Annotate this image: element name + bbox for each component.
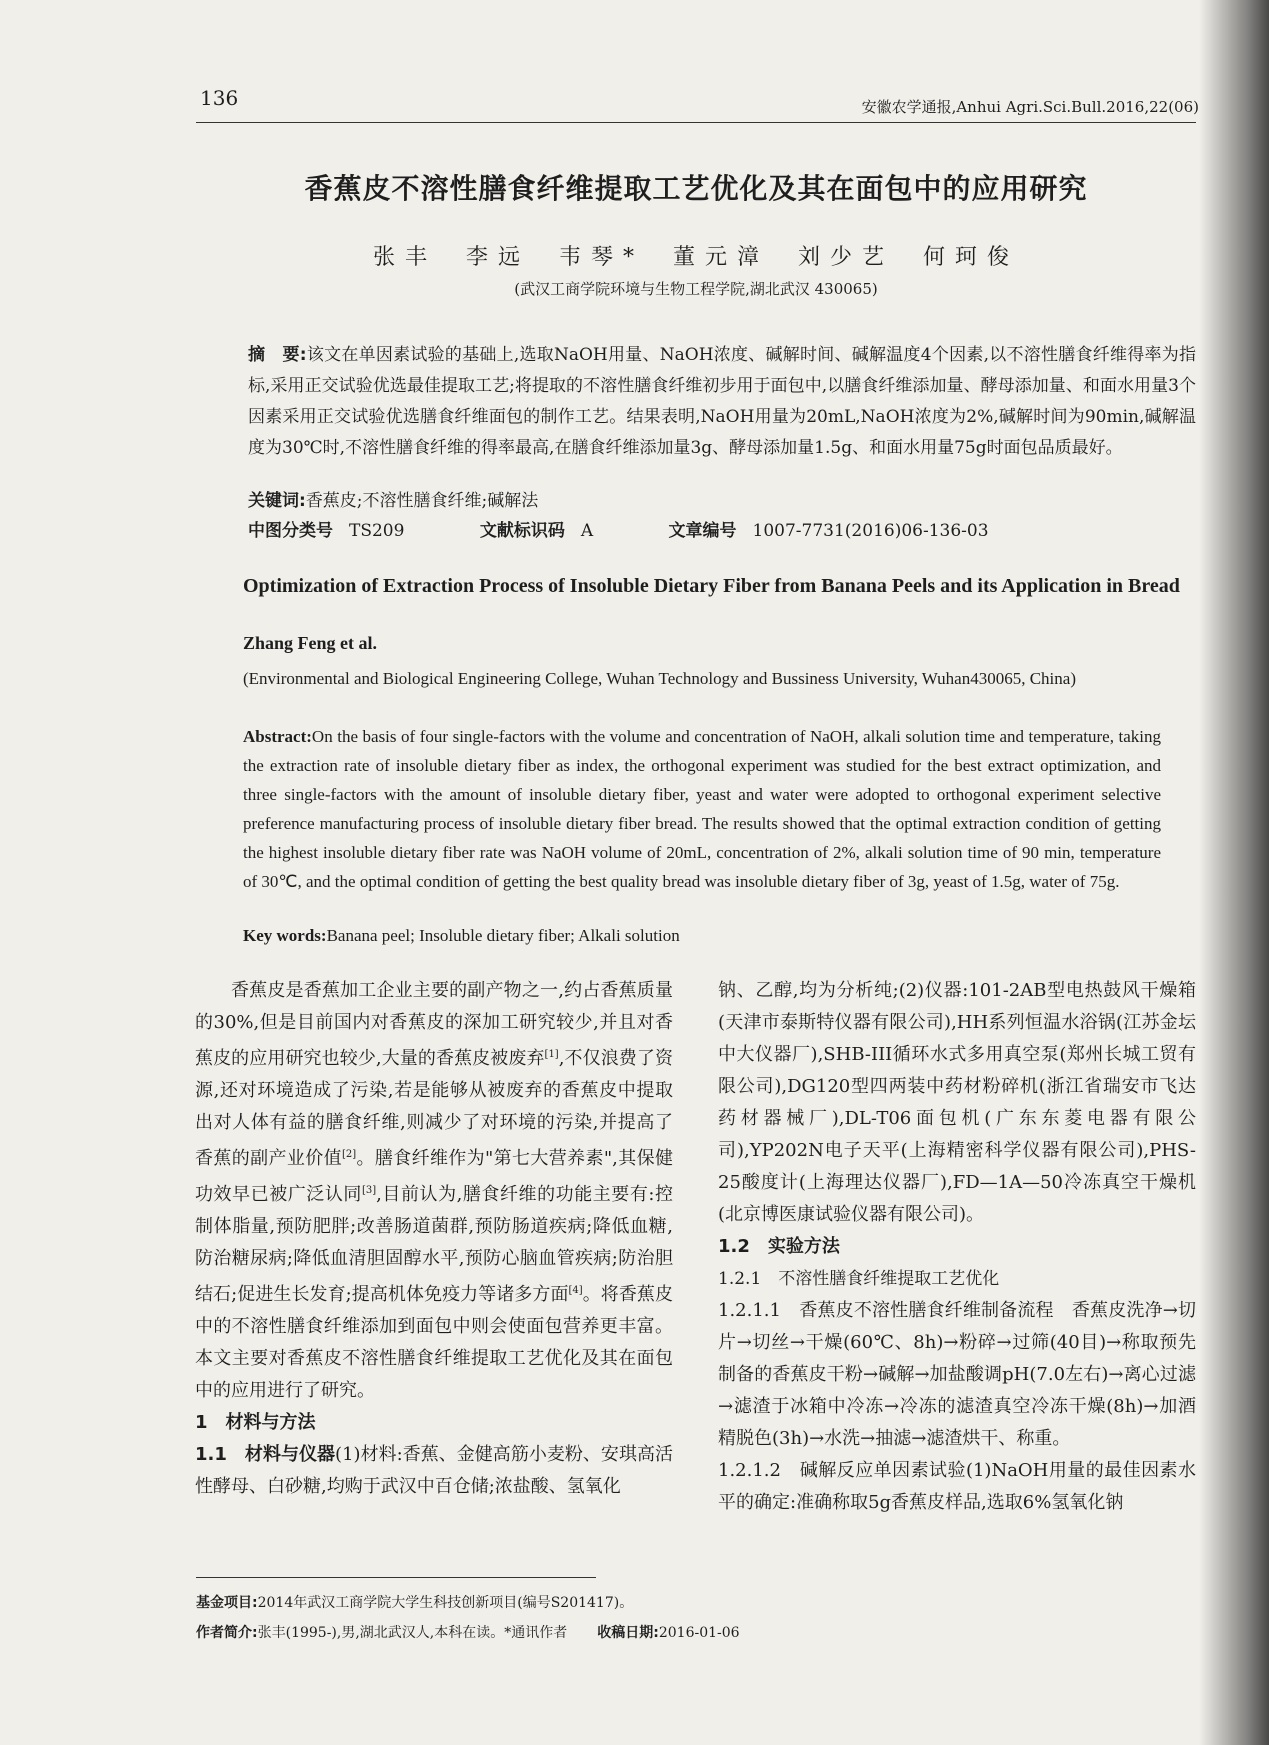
intro-text-5: 。将香蕉皮中的不溶性膳食纤维添加到面包中则会使面包营养更丰富。本文主要对香蕉皮不溶性膳食纤维提取工艺优化及其在面包中的应用进行了研究。 xyxy=(195,1284,673,1401)
doc-code-value: A xyxy=(580,521,594,541)
abstract-cn-label: 摘 要: xyxy=(248,345,307,365)
subsection-1-1 xyxy=(195,1439,673,1503)
title-english: Optimization of Extraction Process of Insoluble Dietary Fiber from Banana Peels and its Application in Bread xyxy=(243,575,1180,597)
keywords-en-label: Key words: xyxy=(243,926,327,945)
keywords-cn-text: 香蕉皮;不溶性膳食纤维;碱解法 xyxy=(305,491,539,511)
clc-label: 中图分类号 xyxy=(248,521,333,541)
doc-code-label: 文献标识码 xyxy=(479,521,565,541)
page-number: 136 xyxy=(200,86,239,110)
citation-1: [1] xyxy=(544,1049,559,1060)
article-no-value: 1007-7731(2016)06-136-03 xyxy=(752,521,989,541)
subsection-1-2: 1.2 实验方法 xyxy=(718,1236,840,1257)
fund-note xyxy=(196,1588,740,1618)
citation-3: [3] xyxy=(361,1185,377,1196)
abstract-english xyxy=(243,722,1161,896)
abstract-en-text: On the basis of four single-factors with the volume and concentration of NaOH, alkali solution time and temperature, taking the extraction rate of insoluble dietary fiber as index, the orthogonal experiment was studied for the best extract optimization, and three single-factors with the amount of insoluble dietary fiber, yeast and water were adopted to orthogonal experiment selective preference manufacturing process of insoluble dietary fiber bread. The results showed that the optimal extraction condition of getting the highest insoluble dietary fiber rate was NaOH volume of 20mL, concentration of 2%, alkali solution time of 90 min, temperature of 30℃, and the optimal condition of getting the best quality bread was insoluble dietary fiber of 3g, yeast of 1.5g, water of 75g. xyxy=(243,727,1161,891)
subsection-1-1-text: (1)材料:香蕉、金健高筋小麦粉、安琪高活性酵母、白砂糖,均购于武汉中百仓储;浓盐酸、氢氧化 xyxy=(195,1444,674,1497)
citation-2: [2] xyxy=(341,1149,357,1160)
author-note-label: 作者简介: xyxy=(196,1625,258,1641)
intro-paragraph xyxy=(195,975,673,1407)
subsection-1-1-label: 1.1 材料与仪器 xyxy=(195,1444,336,1465)
intro-text-2: ,不仅浪费了资源,还对环境造成了污染,若是能够从被废弃的香蕉皮中提取出对人体有益的膳食纤维,则减少了对环境的污染,并提高了香蕉的副产业价值 xyxy=(195,1048,673,1169)
fund-label: 基金项目: xyxy=(196,1595,258,1611)
title-chinese: 香蕉皮不溶性膳食纤维提取工艺优化及其在面包中的应用研究 xyxy=(304,172,1088,205)
header-rule xyxy=(196,122,1196,123)
fund-text: 2014年武汉工商学院大学生科技创新项目(编号S201417)。 xyxy=(257,1595,634,1611)
citation-4: [4] xyxy=(568,1285,583,1296)
intro-text-4: ,目前认为,膳食纤维的功能主要有:控制体脂量,预防肥胖;改善肠道菌群,预防肠道疾病;降低血糖,防治糖尿病;降低血清胆固醇水平,预防心脑血管疾病;防治胆结石;促进生长发育;提高机体免疫力等诸多方面 xyxy=(195,1184,674,1305)
journal-header: 安徽农学通报,Anhui Agri.Sci.Bull.2016,22(06) xyxy=(861,98,1199,116)
footnotes xyxy=(196,1588,740,1648)
body-column-right xyxy=(718,975,1196,1519)
keywords-en-text: Banana peel; Insoluble dietary fiber; Alkali solution xyxy=(326,926,680,945)
affiliation-english: (Environmental and Biological Engineering College, Wuhan Technology and Bussiness University, Wuhan430065, China) xyxy=(243,669,1076,688)
article-no-label: 文章编号 xyxy=(668,521,737,541)
classification-line xyxy=(248,516,1005,541)
materials-continued: 钠、乙醇,均为分析纯;(2)仪器:101-2AB型电热鼓风干燥箱(天津市泰斯特仪器有限公司),HH系列恒温水浴锅(江苏金坛中大仪器厂),SHB-III循环水式多用真空泵(郑州长城工贸有限公司),DG120型四两装中药材粉碎机(浙江省瑞安市飞达药材器械厂),DL-T06面包机(广东东菱电器有限公司),YP202N电子天平(上海精密科学仪器有限公司),PHS-25酸度计(上海理达仪器厂),FD—1A—50冷冻真空干燥机(北京博医康试验仪器有限公司)。 xyxy=(718,980,1196,1225)
received-date: 2016-01-06 xyxy=(658,1625,740,1641)
author-note xyxy=(196,1618,740,1648)
section-heading-1: 1 材料与方法 xyxy=(195,1412,316,1433)
keywords-chinese xyxy=(248,486,538,511)
affiliation-chinese: (武汉工商学院环境与生物工程学院,湖北武汉 430065) xyxy=(514,280,878,298)
scan-shadow xyxy=(1199,0,1269,1745)
received-label: 收稿日期: xyxy=(597,1625,659,1641)
author-english: Zhang Feng et al. xyxy=(243,633,378,653)
body-column-left xyxy=(195,975,673,1503)
paragraph-1-2-1-1: 1.2.1.1 香蕉皮不溶性膳食纤维制备流程 香蕉皮洗净→切片→切丝→干燥(60℃、8h)→粉碎→过筛(40目)→称取预先制备的香蕉皮干粉→碱解→加盐酸调pH(7.0左右)→离心过滤→滤渣于冰箱中冷冻→冷冻的滤渣真空冷冻干燥(8h)→加酒精脱色(3h)→水洗→抽滤→滤渣烘干、称重。 xyxy=(718,1300,1196,1449)
footnote-rule xyxy=(196,1577,596,1578)
abstract-chinese xyxy=(248,340,1196,464)
paragraph-1-2-1-2: 1.2.1.2 碱解反应单因素试验(1)NaOH用量的最佳因素水平的确定:准确称取5g香蕉皮样品,选取6%氢氧化钠 xyxy=(718,1460,1196,1513)
intro-text-1: 香蕉皮是香蕉加工企业主要的副产物之一,约占香蕉质量的30%,但是目前国内对香蕉皮的深加工研究较少,并且对香蕉皮的应用研究也较少,大量的香蕉皮被废弃 xyxy=(195,980,673,1069)
subsection-1-2-1: 1.2.1 不溶性膳食纤维提取工艺优化 xyxy=(718,1269,1000,1289)
clc-value: TS209 xyxy=(349,521,405,541)
abstract-cn-text: 该文在单因素试验的基础上,选取NaOH用量、NaOH浓度、碱解时间、碱解温度4个因素,以不溶性膳食纤维得率为指标,采用正交试验优选最佳提取工艺;将提取的不溶性膳食纤维初步用于面包中,以膳食纤维添加量、酵母添加量、和面水用量3个因素采用正交试验优选膳食纤维面包的制作工艺。结果表明,NaOH用量为20mL,NaOH浓度为2%,碱解时间为90min,碱解温度为30℃时,不溶性膳食纤维的得率最高,在膳食纤维添加量3g、酵母添加量1.5g、和面水用量75g时面包品质最好。 xyxy=(248,345,1196,458)
intro-text-3: 。膳食纤维作为"第七大营养素",其保健功效早已被广泛认同 xyxy=(195,1148,673,1205)
keywords-english xyxy=(243,926,680,946)
keywords-cn-label: 关键词: xyxy=(248,491,306,511)
abstract-en-label: Abstract: xyxy=(243,727,312,746)
authors-chinese: 张丰 李远 韦琴* 董元漳 刘少艺 何珂俊 xyxy=(373,245,1019,270)
author-note-text: 张丰(1995-),男,湖北武汉人,本科在读。*通讯作者 xyxy=(257,1625,568,1641)
